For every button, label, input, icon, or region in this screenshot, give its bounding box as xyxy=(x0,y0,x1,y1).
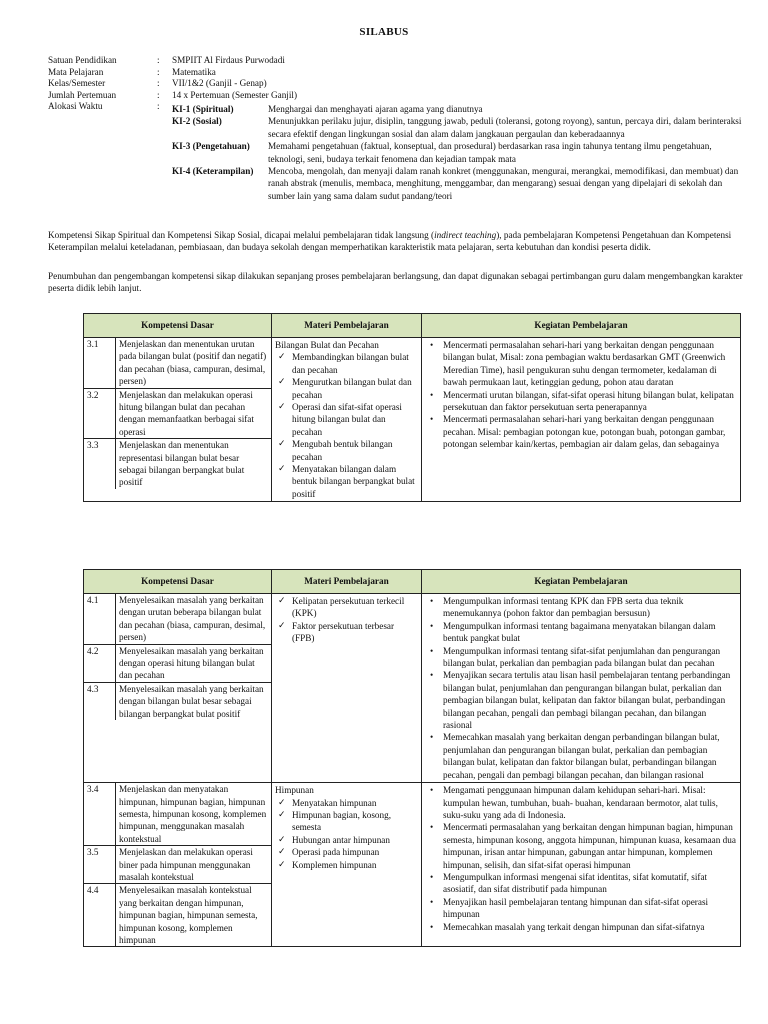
kd-text: Menjelaskan dan melakukan operasi hitung bilangan bulat dan pecahan dengan memanfaatkan berbagai sifat operasi xyxy=(115,389,271,439)
kd-number: 3.2 xyxy=(87,389,99,400)
ki-row xyxy=(172,115,747,140)
header-materi: Materi Pembelajaran xyxy=(272,314,422,338)
materi-cell xyxy=(272,594,422,783)
ki-desc: Menunjukkan perilaku jujur, disiplin, tanggung jawab, peduli (toleransi, gotong royong), santun, percaya diri, dalam berinteraksi secara efektif dengan lingkungan sosial dan alam dalam jangkauan pergaulan dan keberadaannya xyxy=(268,116,742,139)
materi-item: ✓ Menyatakan himpunan xyxy=(275,797,418,809)
kd-number: 3.5 xyxy=(87,847,99,858)
materi-item: ✓ Mengurutkan bilangan bulat dan pecahan xyxy=(275,376,418,401)
info-label: Kelas/Semester xyxy=(48,78,106,89)
materi-item: ✓ Operasi pada himpunan xyxy=(275,846,418,858)
ki-row xyxy=(172,103,747,115)
header-kegiatan: Kegiatan Pembelajaran xyxy=(422,314,741,338)
kegiatan-item: • Menyajikan secara tertulis atau lisan hasil pembelajaran tentang perbandingan bilangan bulat, penjumlahan dan pengurangan bilangan bulat, perkalian dan pembagian bilangan bulat, kelipatan dan faktor bilangan bulat, perbandingan bilangan pecahan, pengali dan pembagi bilangan pecahan, dan bilangan rasional xyxy=(425,669,737,731)
materi-list xyxy=(275,797,418,871)
kd-item xyxy=(84,594,271,645)
info-row xyxy=(48,54,738,66)
ki-row xyxy=(172,140,747,165)
materi-item: ✓ Faktor persekutuan terbesar (FPB) xyxy=(275,620,418,645)
kegiatan-item: • Memecahkan masalah yang berkaitan dengan perbandingan bilangan bulat, penjumlahan dan pengurangan bilangan bulat, perkalian dan pembagian bilangan bulat, kelipatan dan faktor bilangan bulat, perbandingan bilangan pecahan, pengali dan pembagi bilangan pecahan, dan bilangan rasional xyxy=(425,731,737,781)
info-label: Satuan Pendidikan xyxy=(48,55,117,65)
kd-cell xyxy=(84,783,272,947)
ki-label: KI-4 (Keterampilan) xyxy=(172,166,254,177)
colon: : xyxy=(157,55,160,65)
info-row xyxy=(48,89,738,101)
header-kompetensi-dasar: Kompetensi Dasar xyxy=(84,570,272,594)
kd-item xyxy=(84,338,271,389)
table-row xyxy=(84,338,741,502)
kegiatan-list xyxy=(425,784,737,933)
materi-title: Bilangan Bulat dan Pecahan xyxy=(275,340,379,350)
ki-desc: Memahami pengetahuan (faktual, konseptual, dan prosedural) berdasarkan rasa ingin tahunya tentang ilmu pengetahuan, teknologi, seni, budaya terkait fenomena dan kejadian tampak mata xyxy=(268,141,712,164)
colon: : xyxy=(157,89,160,100)
kd-number: 3.4 xyxy=(87,784,99,795)
kd-text: Menjelaskan dan melakukan operasi biner pada himpunan menggunakan masalah kontekstual xyxy=(115,846,271,883)
paragraph-1 xyxy=(48,229,748,254)
kd-number: 3.3 xyxy=(87,440,99,451)
paragraph-1-italic: indirect teaching xyxy=(434,230,497,240)
kegiatan-cell xyxy=(422,338,741,502)
kd-text: Menyelesaikan masalah yang berkaitan dengan operasi hitung bilangan bulat dan pecahan xyxy=(115,645,271,682)
materi-item: ✓ Himpunan bagian, kosong, semesta xyxy=(275,809,418,834)
kd-cell xyxy=(84,338,272,502)
kd-item xyxy=(84,884,271,946)
kegiatan-list xyxy=(425,339,737,451)
colon: : xyxy=(157,66,160,77)
info-label: Alokasi Waktu xyxy=(48,101,103,112)
materi-cell xyxy=(272,338,422,502)
materi-item: ✓ Kelipatan persekutuan terkecil (KPK) xyxy=(275,595,418,620)
kegiatan-list xyxy=(425,595,737,781)
kd-text: Menyelesaikan masalah kontekstual yang berkaitan dengan himpunan, himpunan bagian, himpunan semesta, himpunan kosong, komplemen himpunan xyxy=(115,884,271,946)
table-header-row xyxy=(84,570,741,594)
kegiatan-item: • Mengumpulkan informasi tentang sifat-sifat penjumlahan dan pengurangan bilangan bulat, perkalian dan pembagian pada bilangan bulat dan pecahan xyxy=(425,645,737,670)
colon: : xyxy=(157,101,160,112)
materi-title: Himpunan xyxy=(275,785,314,796)
kegiatan-item: • Mengumpulkan informasi tentang bagaimana menyatakan bilangan dalam bentuk pangkat bulat xyxy=(425,620,737,645)
materi-item: ✓ Mengubah bentuk bilangan pecahan xyxy=(275,438,418,463)
info-label: Mata Pelajaran xyxy=(48,66,104,77)
syllabus-table-1 xyxy=(83,313,741,502)
materi-item: ✓ Operasi dan sifat-sifat operasi hitung bilangan bulat dan pecahan xyxy=(275,401,418,438)
paragraph-2: Penumbuhan dan pengembangan kompetensi sikap dilakukan sepanjang proses pembelajaran berlangsung, dan dapat digunakan sebagai pertimbangan guru dalam mengembangkan karakter peserta didik lebih lanjut. xyxy=(48,271,743,294)
kd-item xyxy=(84,389,271,440)
kd-text: Menyelesaikan masalah yang berkaitan dengan urutan beberapa bilangan bulat dan pecahan (biasa, campuran, desimal, persen) xyxy=(115,594,271,644)
kd-number: 3.1 xyxy=(87,339,99,349)
page-title: SILABUS xyxy=(359,26,409,38)
header-kegiatan: Kegiatan Pembelajaran xyxy=(422,570,741,594)
kegiatan-item: • Mencermati urutan bilangan, sifat-sifat operasi hitung bilangan bulat, kelipatan persekutuan dan faktor persekutuan serta penerapannya xyxy=(425,389,737,414)
kegiatan-item: • Memecahkan masalah yang terkait dengan himpunan dan sifat-sifatnya xyxy=(425,921,737,933)
table-row xyxy=(84,594,741,783)
colon: : xyxy=(157,78,160,89)
materi-item: ✓ Hubungan antar himpunan xyxy=(275,834,418,846)
materi-item: ✓ Membandingkan bilangan bulat dan pecahan xyxy=(275,351,418,376)
kd-number: 4.2 xyxy=(87,645,99,656)
syllabus-table-2 xyxy=(83,569,741,947)
info-value: SMPIIT Al Firdaus Purwodadi xyxy=(172,55,285,65)
table-row xyxy=(84,783,741,947)
kd-item xyxy=(84,683,271,720)
ki-label: KI-3 (Pengetahuan) xyxy=(172,141,250,152)
ki-label: KI-2 (Sosial) xyxy=(172,116,222,127)
kegiatan-item: • Mencermati permasalahan yang berkaitan dengan himpunan bagian, himpunan semesta, himpunan kosong, anggota himpunan, himpunan kuasa, kesamaan dua himpunan, irisan antar himpunan, gabungan antar himpunan, komplemen himpunan, selisih, dan sifat-sifat operasi himpunan xyxy=(425,821,737,871)
header-materi: Materi Pembelajaran xyxy=(272,570,422,594)
kompetensi-inti xyxy=(172,103,747,202)
materi-cell xyxy=(272,783,422,947)
kd-item xyxy=(84,439,271,489)
table-header-row xyxy=(84,314,741,338)
materi-item: ✓ Menyatakan bilangan dalam bentuk bilangan berpangkat bulat positif xyxy=(275,463,418,500)
kd-text: Menjelaskan dan menyatakan himpunan, himpunan bagian, himpunan semesta, himpunan kosong, komplemen himpunan, menggunakan masalah kontekstual xyxy=(115,783,271,845)
kd-text: Menjelaskan dan menentukan representasi bilangan bulat besar sebagai bilangan berpangkat bulat positif xyxy=(115,439,271,489)
ki-desc: Menghargai dan menghayati ajaran agama yang dianutnya xyxy=(268,104,483,114)
kegiatan-item: • Mencermati permasalahan sehari-hari yang berkaitan dengan penggunaan pecahan. Misal: pembagian potongan kue, potongan buah, potongan gambar, potongan selembar kain/kertas, pembagian air dalam gelas, dan sebagainya xyxy=(425,413,737,450)
ki-label: KI-1 (Spiritual) xyxy=(172,104,234,114)
materi-item: ✓ Komplemen himpunan xyxy=(275,859,418,871)
info-value: Matematika xyxy=(172,66,216,77)
kd-item xyxy=(84,846,271,884)
info-row xyxy=(48,66,738,78)
kd-text: Menyelesaikan masalah yang berkaitan dengan bilangan bulat besar sebagai bilangan berpangkat bulat positif xyxy=(115,683,271,720)
kegiatan-item: • Mengamati penggunaan himpunan dalam kehidupan sehari-hari. Misal: kumpulan hewan, tumbuhan, buah- buahan, kendaraan bermotor, alat tulis, suku-suku yang ada di Indonesia. xyxy=(425,784,737,821)
info-value: VII/1&2 (Ganjil - Genap) xyxy=(172,78,267,89)
kd-text: Menjelaskan dan menentukan urutan pada bilangan bulat (positif dan negatif) dan pecahan (biasa, campuran, desimal, persen) xyxy=(115,338,271,388)
ki-row xyxy=(172,165,747,202)
kd-item xyxy=(84,783,271,846)
kd-number: 4.1 xyxy=(87,595,99,605)
kegiatan-cell xyxy=(422,594,741,783)
kegiatan-item: • Mencermati permasalahan sehari-hari yang berkaitan dengan penggunaan bilangan bulat, Misal: zona pembagian waktu berdasarkan GMT (Greenwich Meredian Time), hasil pengukuran suhu dengan termometer, kedalaman di bawah permukaan laut, ketinggian gedung, pohon atau daratan xyxy=(425,339,737,389)
materi-list xyxy=(275,351,418,500)
kegiatan-item: • Mengumpulkan informasi mengenai sifat identitas, sifat komutatif, sifat asosiatif, dan sifat distributif pada himpunan xyxy=(425,871,737,896)
header-kompetensi-dasar: Kompetensi Dasar xyxy=(84,314,272,338)
paragraph-1-text-end: ), pada pembelajaran Kompetensi Pengetahuan dan Kompetensi Keterampilan melalui keteladanan, pembiasaan, dan budaya sekolah dengan memperhatikan karakteristik mata pelajaran, serta kebutuhan dan kondisi peserta didik. xyxy=(48,230,732,253)
info-value: 14 x Pertemuan (Semester Ganjil) xyxy=(172,89,298,100)
kegiatan-item: • Mengumpulkan informasi tentang KPK dan FPB serta dua teknik menemukannya (pohon faktor dan pembagian bersusun) xyxy=(425,595,737,620)
ki-desc: Mencoba, mengolah, dan menyaji dalam ranah konkret (menggunakan, mengurai, merangkai, memodifikasi, dan membuat) dan ranah abstrak (menulis, membaca, menghitung, menggambar, dan mengarang) sesuai dengan yang dipelajari di sekolah dan sumber lain yang sama dalam sudut pandang/teori xyxy=(268,166,739,201)
kd-number: 4.4 xyxy=(87,885,99,896)
kegiatan-cell xyxy=(422,783,741,947)
info-row xyxy=(48,77,738,89)
kegiatan-item: • Menyajikan hasil pembelajaran tentang himpunan dan sifat-sifat operasi himpunan xyxy=(425,896,737,921)
materi-list xyxy=(275,595,418,645)
kd-number: 4.3 xyxy=(87,683,99,694)
kd-cell xyxy=(84,594,272,783)
info-label: Jumlah Pertemuan xyxy=(48,89,117,100)
kd-item xyxy=(84,645,271,683)
paragraph-1-text: Kompetensi Sikap Spiritual dan Kompetensi Sikap Sosial, dicapai melalui pembelajaran tidak langsung ( xyxy=(48,230,435,240)
